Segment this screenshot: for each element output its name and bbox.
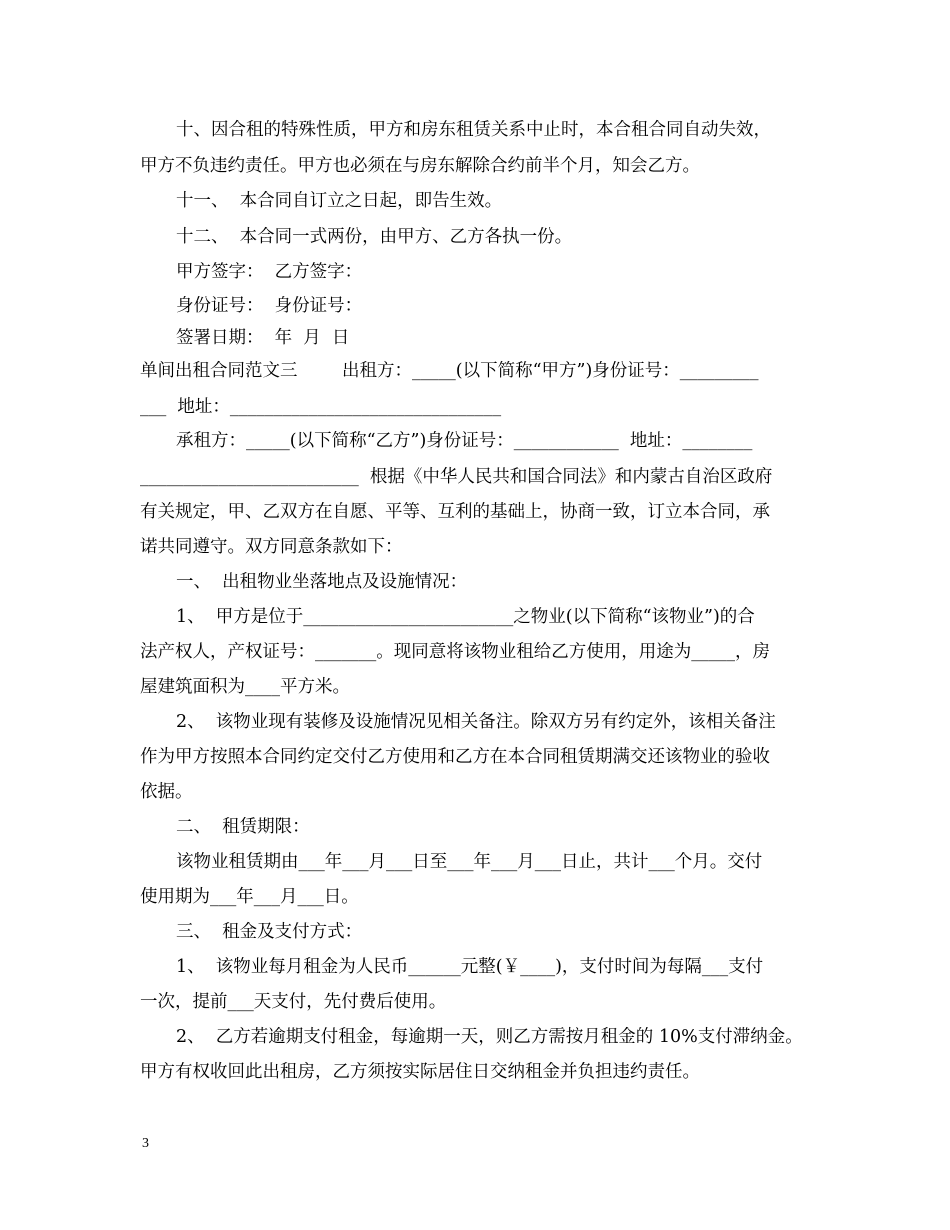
lessee-line: 承租方：_____(以下简称“乙方”)身份证号：____________ 地址：________ — [176, 431, 753, 451]
sign-date-line: 签署日期： 年 月 日 — [176, 328, 350, 348]
template-title-lessor-line: 单间出租合同范文三 出租方：_____(以下简称“甲方”)身份证号：_________ — [140, 361, 759, 381]
section-1-item-1-line-2: 法产权人，产权证号：_______。现同意将该物业租给乙方使用，用途为_____，房 — [140, 642, 770, 662]
signature-line: 甲方签字： 乙方签字： — [176, 262, 363, 282]
section-1-heading: 一、 出租物业坐落地点及设施情况： — [176, 572, 468, 592]
rent-item-2-line-1: 2、 乙方若逾期支付租金，每逾期一天，则乙方需按月租金的 10%支付滞纳金。 — [176, 1027, 803, 1047]
rent-item-1-line-1: 1、 该物业每月租金为人民币______元整(￥____)，支付时间为每隔___支付 — [176, 957, 764, 977]
lease-term-line-1: 该物业租赁期由___年___月___日至___年___月___日止，共计___个月。交付 — [176, 852, 763, 872]
section-2-heading: 二、 租赁期限： — [176, 817, 310, 837]
lessor-address-line: ___ 地址：_______________________________ — [140, 397, 502, 417]
preamble-line-1: _________________________ 根据《中华人民共和国合同法》和内蒙古自治区政府 — [140, 467, 773, 487]
section-1-item-2-line-1: 2、 该物业现有装修及设施情况见相关备注。除双方另有约定外，该相关备注 — [176, 712, 776, 732]
lease-term-line-2: 使用期为___年___月___日。 — [140, 887, 359, 907]
section-1-item-2-line-3: 依据。 — [140, 782, 193, 802]
page-number: 3 — [142, 1136, 149, 1151]
clause-12: 十二、 本合同一式两份，由甲方、乙方各执一份。 — [176, 227, 573, 247]
section-3-heading: 三、 租金及支付方式： — [176, 922, 363, 942]
section-1-item-2-line-2: 作为甲方按照本合同约定交付乙方使用和乙方在本合同租赁期满交还该物业的验收 — [140, 747, 770, 767]
section-1-item-1-line-3: 屋建筑面积为____平方米。 — [140, 677, 350, 697]
id-number-line: 身份证号： 身份证号： — [176, 296, 363, 316]
clause-10-line-2: 甲方不负违约责任。甲方也必须在与房东解除合约前半个月，知会乙方。 — [140, 156, 700, 176]
preamble-line-2: 有关规定，甲、乙双方在自愿、平等、互利的基础上，协商一致，订立本合同，承 — [140, 502, 770, 522]
clause-10-line-1: 十、因合租的特殊性质，甲方和房东租赁关系中止时，本合租合同自动失效， — [176, 120, 771, 140]
section-1-item-1-line-1: 1、 甲方是位于________________________之物业(以下简称“该物业”)的合 — [176, 607, 755, 627]
rent-item-1-line-2: 一次，提前___天支付，先付费后使用。 — [140, 992, 447, 1012]
rent-item-2-line-2: 甲方有权收回此出租房，乙方须按实际居住日交纳租金并负担违约责任。 — [140, 1062, 700, 1082]
clause-11: 十一、 本合同自订立之日起，即告生效。 — [176, 191, 503, 211]
preamble-line-3: 诺共同遵守。双方同意条款如下： — [140, 537, 403, 557]
